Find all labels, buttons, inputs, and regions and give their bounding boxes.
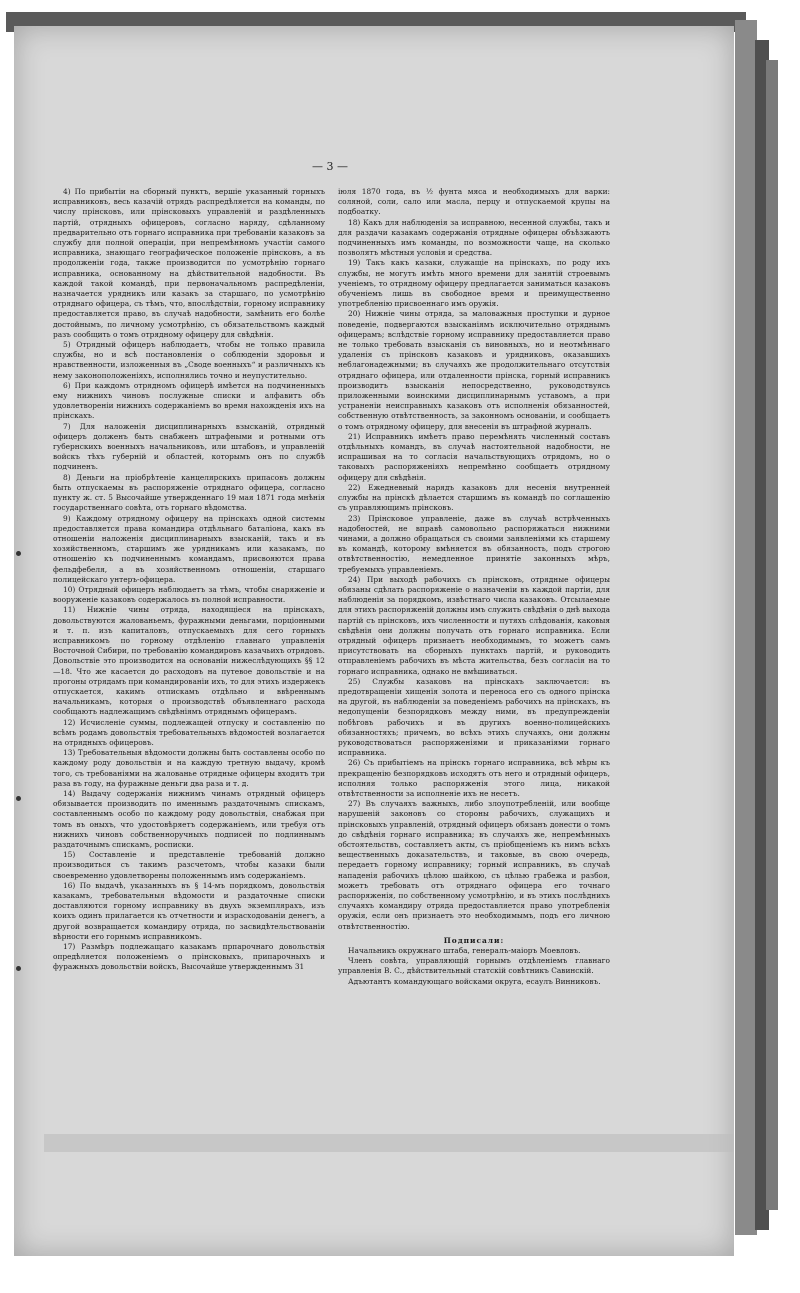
paragraph: 9) Каждому отрядному офицеру на прінскахъ одной системы предоставляется права командира отдѣльнаго баталіона, какъ въ отношеніи наложенія дисциплинарныхъ взысканій, такъ и въ хозяйственномъ, старшимъ же урядникамъ или казакамъ, по отношенію къ подчиненнымъ командамъ, присвояются права фельдфебеля, а въ хозяйственномъ отношеніи, старшаго полицейскаго унтеръ-офицера. [53,513,325,584]
paragraph: 14) Выдачу содержанія нижнимъ чинамъ отрядный офицеръ обязывается производить по именнымъ раздаточнымъ спискамъ, составленнымъ особо по каждому роду довольствія, снабжая при томъ въ оныхъ, что удостовѣряетъ содержаніемъ, или требуя отъ нижнихъ чиновъ собственноручныхъ подписей по подлиннымъ раздаточнымъ спискамъ, росписки. [53,788,325,849]
page-stack-edge-outer [766,60,778,1210]
paragraph: 15) Составленіе и представленіе требованій должно производиться съ такимъ разсчетомъ, чтобы казаки были своевременно удовлетворены положеннымъ имъ содержаніемъ. [53,850,325,880]
paragraph: 25) Службы казаковъ на прінскахъ заключается: въ предотвращеніи хищенія золота и переноса его съ одного прінска на другой, въ наблюденіи за поведеніемъ рабочихъ на прінскахъ, въ недопущеніи безпорядковъ между ними, въ предупрежденіи побѣговъ рабочихъ и въ другихъ военно-полицейскихъ обязанностяхъ; причемъ, во всѣхъ этихъ случаяхъ, они должны руководствоваться распоряженіями и приказаніями горнаго исправника. [338,676,610,758]
paragraph: 12) Исчисленіе суммы, подлежащей отпуску и составленію по всѣмъ родамъ довольствія требовательныхъ вѣдомостей возлагается на отрядныхъ офицеровъ. [53,717,325,747]
paragraph: 7) Для наложенія дисциплинарныхъ взысканій, отрядный офицеръ долженъ быть снабженъ штрафными и ротными отъ губернскихъ военныхъ начальниковъ, или штабовъ, и управленій войскъ тѣхъ губерній и областей, которымъ онъ по службѣ подчиненъ. [53,421,325,472]
paragraph: 26) Съ прибытіемъ на прінскъ горнаго исправника, всѣ мѣры къ прекращенію безпорядковъ исходятъ отъ него и отрядный офицеръ, исполняя только распоряженія этого лица, никакой отвѣтственности за исполненіе ихъ не несетъ. [338,758,610,798]
right-text-column [338,187,610,1122]
paragraph: іюля 1870 года, въ ½ фунта мяса и необходимыхъ для варки: соляной, соли, сало или масла, перцу и отпускаемой крупы на подбоатку. [338,187,610,217]
binding-hole [16,966,21,971]
paragraph: 24) При выходѣ рабочихъ съ прінсковъ, отрядные офицеры обязаны сдѣлать распоряженіе о назначеніи въ каждой партіи, для наблюденія за порядкомъ, извѣстнаго числа казаковъ. Отсылаемые для этихъ распоряженій должны имъ служить свѣдѣнія о днѣ выхода партій съ прінсковъ, ихъ численности и путяхъ слѣдованія, каковыя свѣдѣнія они должны получать отъ горнаго исправника. Если отрядный офицеръ признаетъ необходимымъ, то можетъ самъ присутствовать на сборныхъ пунктахъ партій, и руководить отправленіемъ рабочихъ въ мѣста жительства, безъ согласія на то горнаго исправника, однако не вмѣшиваться. [338,574,610,676]
paragraph: 27) Въ случаяхъ важныхъ, либо злоупотребленій, или вообще нарушеній законовъ со стороны рабочихъ, служащихъ и прінсковыхъ управленій, отрядный офицеръ обязанъ донести о томъ до свѣдѣнія горнаго исправника; въ случаяхъ же, непремѣнныхъ обстоятельствъ, составляетъ акты, съ пріобщеніемъ къ нимъ всѣхъ вещественныхъ доказательствъ, и таковые, въ свою очередь, передаетъ горному исправнику; горный исправникъ, въ случаѣ нападенія рабочихъ цѣлою шайкою, съ цѣлью грабежа и разбоя, можетъ требовать отъ отряднаго офицера его точнаго распоряженія, по собственному усмотрѣнію, и въ этихъ послѣднихъ случаяхъ командиру отряда предоставляется право употребленія оружія, если онъ признаетъ это необходимымъ, подъ его личною отвѣтственностію. [338,799,610,931]
paragraph: 21) Исправникъ имѣетъ право перемѣнять численный составъ отдѣльныхъ командъ, въ случаѣ настоятельной надобности, не испрашивая на то согласія начальствующихъ отрядомъ, но о таковыхъ распоряженіяхъ непремѣнно сообщаетъ отрядному офицеру для свѣдѣнія. [338,431,610,482]
signature-line: Членъ совѣта, управляющій горнымъ отдѣленіемъ главнаго управленія В. С., дѣйствительный статскій совѣтникъ Савинскій. [338,956,610,976]
paragraph: 19) Такъ какъ казаки, служащіе на прінскахъ, по роду ихъ службы, не могутъ имѣть много времени для занятій строевымъ ученіемъ, то отрядному офицеру предлагается заниматься казаковъ обученіемъ лишь въ свободное время и преимущественно употребленію присвоеннаго имъ оружія. [338,258,610,309]
signature-line: Начальникъ окружнаго штаба, генералъ-маіоръ Моевловъ. [348,946,581,956]
paragraph: 18) Какъ для наблюденія за исправною, несенной службы, такъ и для раздачи казакамъ содержанія отрядные офицеры объѣзжаютъ подчиненныхъ имъ команды, по возможности чаще, на сколько позволятъ мѣстныя условія и средства. [338,217,610,258]
paragraph: 23) Прінсковое управленіе, даже въ случаѣ встрѣченныхъ надобностей, не вправѣ самовольно распоряжаться нижними чинами, а должно обращаться съ своими заявленіями къ старшему въ командѣ, которому вмѣняется въ обязанность, подъ строгою отвѣтственностію, немедленное принятіе законныхъ мѣръ, требуемыхъ управленіемъ. [338,513,610,574]
paragraph: 13) Требовательныя вѣдомости должны быть составлены особо по каждому роду довольствія и на каждую третную выдачу, кромѣ того, съ требованіями на жалованье отрядные офицеры входятъ три раза въ году, на фуражные деньги два раза и т. д. [53,748,325,788]
signature-line: Адъютантъ командующаго войсками округа, есаулъ Винниковъ. [348,976,601,986]
paragraph: 8) Деньги на пріобрѣтеніе канцелярскихъ припасовъ должны быть отпускаемы въ распоряженіе отряднаго офицера, согласно пункту ж. ст. 5 Высочайше утвержденнаго 19 мая 1871 года мнѣнія государственнаго совѣта, отъ горнаго вѣдомства. [53,472,325,513]
binding-hole [16,796,21,801]
left-text-column [53,187,325,1092]
paragraph: 4) По прибытіи на сборный пунктъ, вершіе указанный горныхъ исправниковъ, весь казачій отрядъ распредѣляется на команды, по числу прінсковъ, или прінсковыхъ управленій и раздѣленныхъ партій, отрядныхъ офицеровъ, согласно наряду, сдѣланному предварительно отъ горнаго исправника при требованіи казаковъ за службу для полной операціи, при непремѣнномъ участіи самого исправника, знающаго географическое положеніе прінсковъ, а въ продолженіи года, также производится по усмотрѣнію горнаго исправника, основанному на дѣйствительной надобности. Въ каждой такой командѣ, при первоначальномъ распредѣленіи, назначается урядникъ или казакъ за старшаго, по усмотрѣнію отряднаго офицера, съ тѣмъ, что, впослѣдствіи, горному исправнику предоставляется право, въ случаѣ надобности, замѣнить его болѣе достойнымъ, по личному усмотрѣнію, съ обязательствомъ каждый разъ сообщить о томъ отрядному офицеру для свѣдѣнія. [53,187,325,339]
paragraph: 17) Размѣръ подлежащаго казакамъ прпарочнаго довольствія опредѣляется положеніемъ о прінсковыхъ, припарочныхъ и фуражныхъ довольствіи войскъ, Высочайше утвержденнымъ 31 [53,942,325,972]
paragraph: 20) Нижніе чины отряда, за маловажныя проступки и дурное поведеніе, подвергаются взысканіямъ исключительно отряднымъ офицерамъ; вслѣдствіе горному исправнику предоставляется право не только требовать взысканія съ виновныхъ, но и неотмѣннаго удаленія съ прінсковъ казаковъ и урядниковъ, оказавшихъ неблагонадежными; въ случаяхъ же продолжительнаго отсутствія отряднаго офицера, или отдаленности прінска, горный исправникъ производитъ взысканія непосредственно, руководствуясь приложенными воинскими дисциплинарнымъ уставомъ, а при устраненіи неисправныхъ казаковъ отъ исполненія обязанностей, собственную отвѣтственность, за законномъ основаніи, и сообщаетъ о томъ отрядному офицеру, для внесенія въ штрафной журналъ. [338,309,610,431]
paragraph: 16) По выдачѣ, указанныхъ въ § 14-мъ порядкомъ, довольствія казакамъ, требовательныя вѣдомости и раздаточные списки доставляются горному исправнику въ двухъ экземплярахъ, изъ коихъ одинъ прилагается къ отчетности и израсходованіи денегъ, а другой возвращается командиру отряда, по засвидѣтельствованіи вѣрности его горнымъ исправникомъ. [53,880,325,941]
paragraph: 6) При каждомъ отрядномъ офицерѣ имѣется на подчиненныхъ ему нижнихъ чиновъ послужные списки и алфавитъ объ удовлетвореніи нижнихъ содержаніемъ во время нахожденія ихъ на прінскахъ. [53,380,325,421]
binding-hole [16,551,21,556]
paragraph: 5) Отрядный офицеръ наблюдаетъ, чтобы не только правила службы, но и всѣ постановленія о соблюденіи здоровья и нравственности, изложенныя въ „Своде военныхъ“ и различныхъ къ нему законоположеніяхъ, исполнялись точно и неупустительно. [53,340,325,380]
page-number: — 3 — [312,160,348,173]
paragraph: 22) Ежедневный нарядъ казаковъ для несенія внутренней службы на прінскѣ дѣлается старшимъ въ командѣ по соглашенію съ управляющимъ прінсковъ. [338,482,610,513]
page-stack-edge [735,20,757,1235]
signatures-title: Подписали: [443,935,505,945]
paragraph: 11) Нижніе чины отряда, находящіеся на прінскахъ, довольствуются жалованьемъ, фуражными деньгами, порціонными и т. п. изъ капиталовъ, отпускаемыхъ для сего горныхъ исправникомъ по горному отдѣленію главнаго управленія Восточной Сибири, по требованію командировъ казачьихъ отрядовъ. Довольствіе это производится на основаніи нижеслѣдующихъ §§ 12—18. Что же касается до расходовъ на путевое довольствіе и на прогоны отрядамъ при командированіи ихъ, то для этихъ издержекъ отпускается, какимъ отпискамъ отдѣльно и ввѣреннымъ начальникамъ, которыя о производствѣ объявленнаго расхода сообщаютъ надлежащимъ свѣдѣніямъ отряднымъ офицерамъ. [53,605,325,717]
paragraph: 10) Отрядный офицеръ наблюдаетъ за тѣмъ, чтобы снаряженіе и вооруженіе казаковъ содержалось въ полной исправности. [53,584,325,605]
bleed-through-strip [44,1134,734,1152]
